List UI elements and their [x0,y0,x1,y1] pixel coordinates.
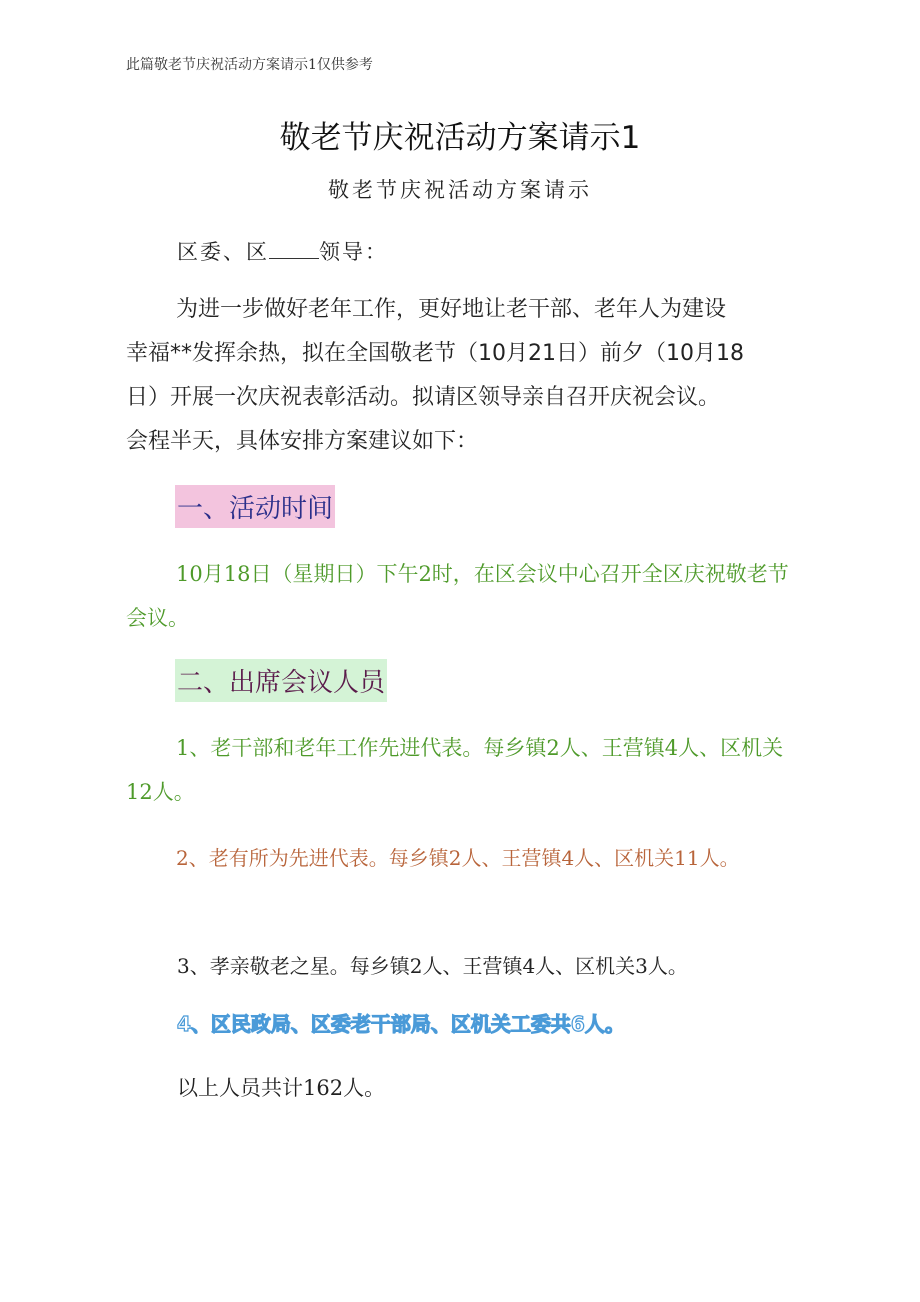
header-note: 此篇敬老节庆祝活动方案请示1仅供参考 [126,57,373,73]
intro-line: 会程半天，具体安排方案建议如下： [126,429,479,454]
attendee-item-1: 1、老干部和老年工作先进代表。每乡镇2人、王营镇4人、区机关12人。 [126,736,784,804]
intro-line: 为进一步做好老年工作，更好地让老干部、老年人为建设 [176,297,727,322]
salutation-suffix: 领导： [319,240,388,264]
section-time-text: 10月18日（星期日）下午2时，在区会议中心召开全区庆祝敬老节会议。 [126,562,789,630]
attendee-item-4: 4、区民政局、区委老干部局、区机关工委共6人。 [177,1012,625,1036]
salutation-prefix: 区委、区 [177,240,269,264]
intro-line: 日）开展一次庆祝表彰活动。拟请区领导亲自召开庆祝会议。 [126,385,721,410]
document-subtitle: 敬老节庆祝活动方案请示 [328,178,592,202]
section-heading-attendees: 二、出席会议人员 [175,659,387,702]
document-title: 敬老节庆祝活动方案请示1 [279,120,641,156]
salutation-blank [269,240,319,259]
intro-paragraph [126,288,806,464]
section-heading-time: 一、活动时间 [175,485,335,528]
attendee-item-2: 2、老有所为先进代表。每乡镇2人、王营镇4人、区机关11人。 [176,846,740,870]
salutation [177,236,388,266]
attendee-item-3: 3、孝亲敬老之星。每乡镇2人、王营镇4人、区机关3人。 [177,954,688,978]
attendee-total: 以上人员共计162人。 [177,1076,386,1100]
intro-line: 幸福**发挥余热，拟在全国敬老节（10月21日）前夕（10月18 [126,341,744,366]
